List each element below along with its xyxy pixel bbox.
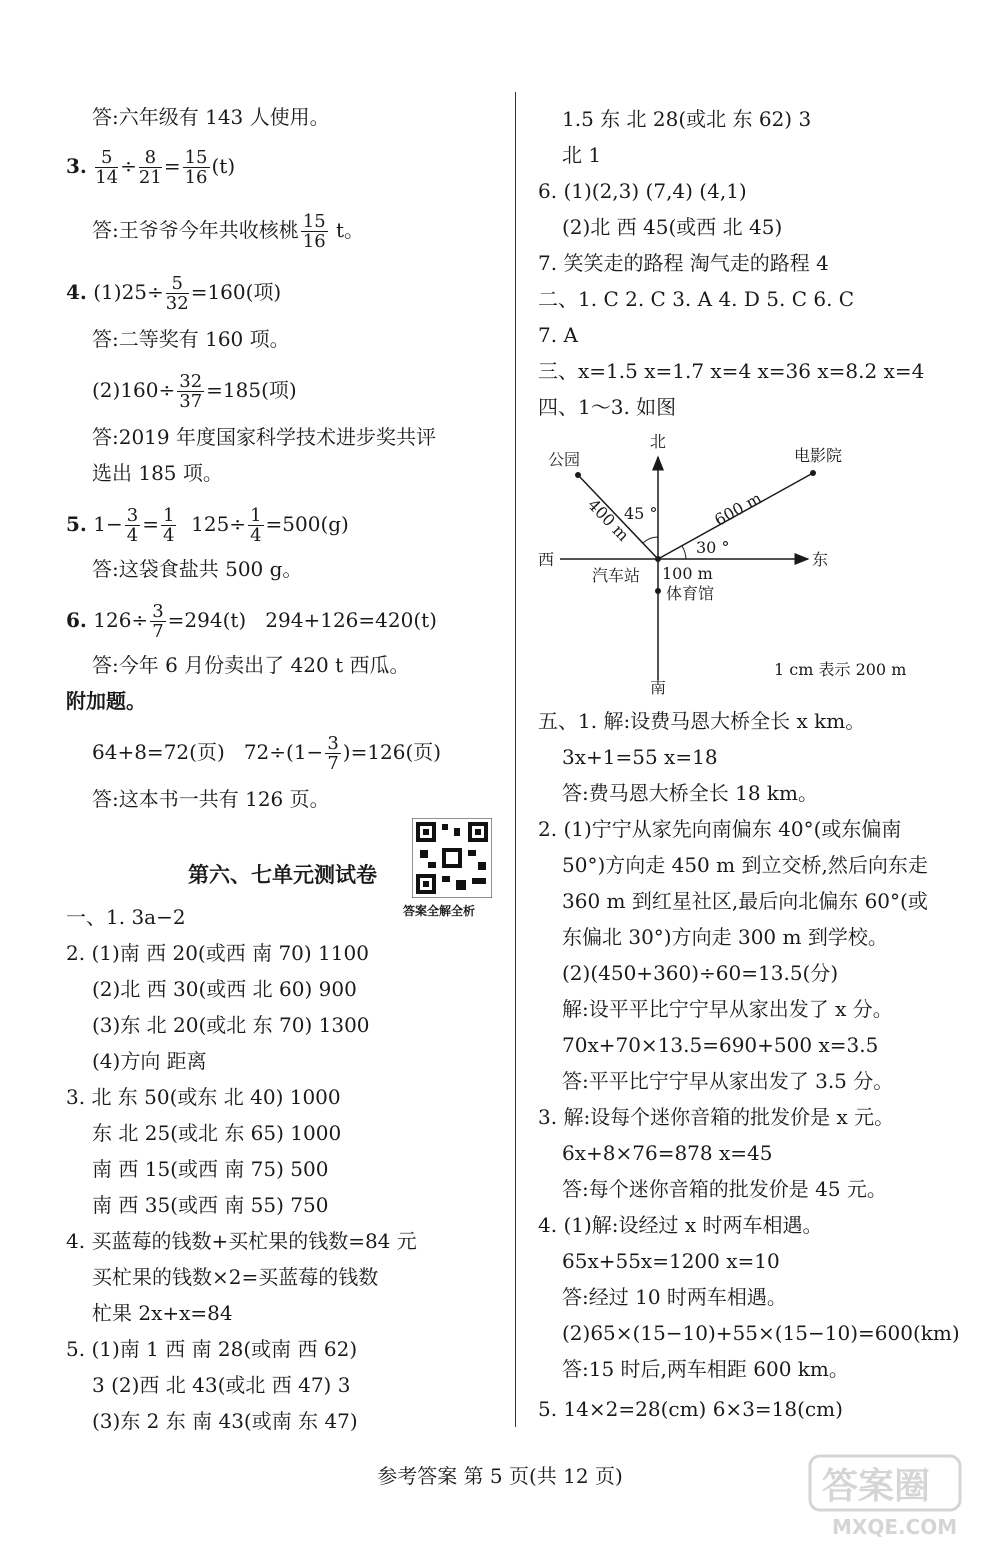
- question-3: 3. $\frac{5}{14}$ ÷ $\frac{8}{21}$ = $\frac{15}{16}$ (t): [66, 147, 236, 188]
- answer-line: 南 西 15(或西 南 75) 500: [92, 1157, 329, 1181]
- answer-line: (2)(450+360)÷60=13.5(分): [562, 961, 839, 985]
- answer-line: 70x+70×13.5=690+500 x=3.5: [562, 1033, 879, 1057]
- fraction: $\frac{3}{7}$: [152, 601, 164, 642]
- answer-line: 3. 北 东 50(或东 北 40) 1000: [66, 1085, 341, 1109]
- answer-line: 答:2019 年度国家科学技术进步奖共评: [92, 425, 436, 449]
- answer-line: 南 西 35(或西 南 55) 750: [92, 1193, 329, 1217]
- page-footer: 参考答案 第 5 页(共 12 页): [377, 1464, 623, 1488]
- answer-line: 答:六年级有 143 人使用。: [92, 105, 330, 129]
- answer-line: 答:二等奖有 160 项。: [92, 327, 290, 351]
- label-north: 北: [650, 432, 667, 451]
- fraction: $\frac{32}{37}$: [179, 371, 203, 412]
- answer-line: 6. (1)(2,3) (7,4) (4,1): [538, 179, 747, 203]
- question-4-1: 4. (1)25÷ $\frac{5}{32}$ =160(项): [66, 273, 282, 314]
- answer-line: 东偏北 30°)方向走 300 m 到学校。: [562, 925, 888, 949]
- answer-line: (2)北 西 30(或西 北 60) 900: [92, 977, 357, 1001]
- answer-line: 二、1. C 2. C 3. A 4. D 5. C 6. C: [538, 287, 855, 311]
- question-5: 5. 1− $\frac{3}{4}$ = $\frac{1}{4}$ 125÷ $\frac{1}{4}$ =500(g): [66, 505, 349, 546]
- label-east: 东: [812, 550, 829, 569]
- answer-line: 50°)方向走 450 m 到立交桥,然后向东走: [562, 853, 928, 877]
- qr-code-icon: [412, 818, 492, 898]
- answer-line: 4. (1)解:设经过 x 时两车相遇。: [538, 1213, 823, 1237]
- answer-line: 7. 笑笑走的路程 淘气走的路程 4: [538, 251, 829, 275]
- answer-line: 5. (1)南 1 西 南 28(或南 西 62): [66, 1337, 358, 1361]
- fraction: $\frac{5}{14}$: [95, 147, 119, 188]
- label-distance-park: 400 m: [584, 495, 633, 545]
- label-cinema: 电影院: [794, 446, 843, 465]
- extra-question: 64+8=72(页) 72÷(1− $\frac{3}{7}$ )=126(页): [92, 733, 442, 774]
- answer-line: 选出 185 项。: [92, 461, 223, 485]
- angle-arc-30: [682, 546, 686, 559]
- answer-line: (3)东 2 东 南 43(或南 东 47): [92, 1409, 358, 1433]
- answer-line: 4. 买蓝莓的钱数+买杧果的钱数=84 元: [66, 1229, 417, 1253]
- answer-line: 答:15 时后,两车相距 600 km。: [562, 1357, 849, 1381]
- fraction: $\frac{5}{32}$: [165, 273, 189, 314]
- section-title: 第六、七单元测试卷: [188, 863, 377, 887]
- label-west: 西: [538, 550, 555, 569]
- answer-line: 3. 解:设每个迷你音箱的批发价是 x 元。: [538, 1105, 895, 1129]
- answer-line: 2. (1)南 西 20(或西 南 70) 1100: [66, 941, 369, 965]
- direction-diagram: [530, 425, 970, 695]
- answer-line: 解:设平平比宁宁早从家出发了 x 分。: [562, 997, 893, 1021]
- park-point: [575, 472, 581, 478]
- answer-line: 3x+1=55 x=18: [562, 745, 718, 769]
- svg-text:MXQE.COM: MXQE.COM: [832, 1515, 958, 1539]
- label-distance-gym: 100 m: [662, 564, 713, 583]
- question-4-2: (2)160÷ $\frac{32}{37}$ =185(项): [92, 371, 297, 412]
- answer-line: (2)65×(15−10)+55×(15−10)=600(km): [562, 1321, 960, 1345]
- label-south: 南: [650, 678, 667, 695]
- answer-line: 答:经过 10 时两车相遇。: [562, 1285, 787, 1309]
- gym-point: [655, 588, 661, 594]
- answer-line: 答:平平比宁宁早从家出发了 3.5 分。: [562, 1069, 894, 1093]
- fraction: $\frac{8}{21}$: [138, 147, 162, 188]
- label-angle-45: 45 °: [624, 504, 658, 523]
- answer-line: 北 1: [562, 143, 602, 167]
- answer-line: (3)东 北 20(或北 东 70) 1300: [92, 1013, 370, 1037]
- answer-line: 答:费马恩大桥全长 18 km。: [562, 781, 818, 805]
- answer-line: 3 (2)西 北 43(或北 西 47) 3: [92, 1373, 351, 1397]
- fraction: $\frac{15}{16}$: [302, 211, 326, 252]
- qr-label: 答案全解全析: [403, 904, 476, 918]
- svg-text:答案圈: 答案圈: [822, 1466, 931, 1507]
- fraction: $\frac{1}{4}$: [250, 505, 262, 546]
- fraction: $\frac{1}{4}$: [162, 505, 175, 546]
- answer-line: 答:这袋食盐共 500 g。: [92, 557, 303, 581]
- question-6: 6. 126÷ $\frac{3}{7}$ =294(t) 294+126=420(t): [66, 601, 437, 642]
- answer-line: 东 北 25(或北 东 65) 1000: [92, 1121, 342, 1145]
- extra-title: 附加题。: [66, 689, 146, 713]
- label-bus-station: 汽车站: [592, 566, 641, 585]
- answer-line: 6x+8×76=878 x=45: [562, 1141, 773, 1165]
- answer-line: 65x+55x=1200 x=10: [562, 1249, 780, 1273]
- answer-line: 五、1. 解:设费马恩大桥全长 x km。: [538, 709, 866, 733]
- answer-line: 答:这本书一共有 126 页。: [92, 787, 330, 811]
- answer-line: 一、1. 3a−2: [66, 905, 186, 929]
- answer-line: 答:今年 6 月份卖出了 420 t 西瓜。: [92, 653, 410, 677]
- scale-label: 1 cm 表示 200 m: [774, 660, 907, 679]
- answer-line: 1.5 东 北 28(或北 东 62) 3: [562, 107, 812, 131]
- answer-line: 杧果 2x+x=84: [92, 1301, 233, 1325]
- answer-line: (4)方向 距离: [92, 1049, 207, 1073]
- answer-line: 答:王爷爷今年共收核桃 $\frac{15}{16}$ t。: [92, 211, 365, 252]
- label-gym: 体育馆: [666, 584, 715, 603]
- cinema-point: [810, 470, 816, 476]
- answer-line: (2)北 西 45(或西 北 45): [562, 215, 783, 239]
- answer-line: 答:每个迷你音箱的批发价是 45 元。: [562, 1177, 887, 1201]
- angle-arc-45: [643, 537, 658, 543]
- bus-station-point: [655, 556, 661, 562]
- label-distance-cinema: 600 m: [711, 488, 765, 530]
- answer-line: 5. 14×2=28(cm) 6×3=18(cm): [538, 1397, 843, 1421]
- fraction: $\frac{3}{4}$: [126, 505, 139, 546]
- watermark-logo: [802, 1450, 982, 1540]
- fraction: $\frac{15}{16}$: [184, 147, 208, 188]
- answer-line: 7. A: [538, 323, 578, 347]
- answer-line: 2. (1)宁宁从家先向南偏东 40°(或东偏南: [538, 817, 902, 841]
- label-angle-30: 30 °: [696, 538, 730, 557]
- column-divider: [515, 92, 516, 1427]
- label-park: 公园: [548, 450, 581, 469]
- fraction: $\frac{3}{7}$: [327, 733, 339, 774]
- answer-line: 买杧果的钱数×2=买蓝莓的钱数: [92, 1265, 379, 1289]
- answer-line: 三、x=1.5 x=1.7 x=4 x=36 x=8.2 x=4: [538, 359, 925, 383]
- answer-line: 360 m 到红星社区,最后向北偏东 60°(或: [562, 889, 928, 913]
- answer-line: 四、1～3. 如图: [538, 395, 677, 419]
